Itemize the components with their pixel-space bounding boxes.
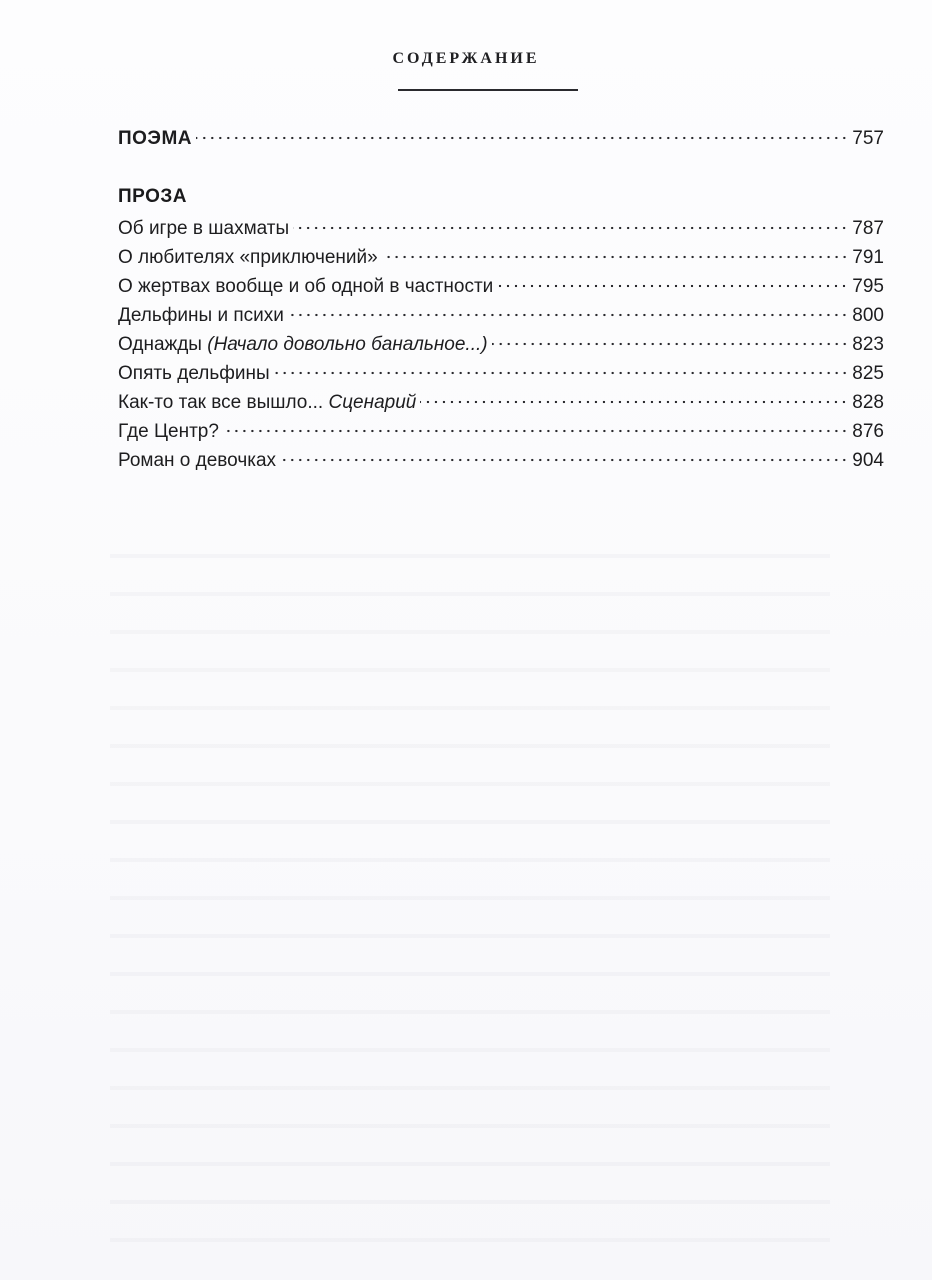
toc-entry-title: О жертвах вообще и об одной в частности <box>118 276 494 297</box>
toc-page-number: 828 <box>852 392 884 413</box>
toc-page-number: 876 <box>852 421 884 442</box>
toc-entry-title: Однажды (Начало довольно банальное...) <box>118 334 488 355</box>
toc-entry-title: Где Центр? <box>118 421 219 442</box>
dot-leader <box>293 226 848 230</box>
bleed-through-texture <box>110 520 830 1260</box>
dot-leader <box>497 284 848 288</box>
dot-leader <box>196 136 848 140</box>
dot-leader <box>274 371 849 375</box>
dot-leader <box>420 400 848 404</box>
page-title: СОДЕРЖАНИЕ <box>392 50 540 67</box>
toc-entry-title: Роман о девочках <box>118 450 277 471</box>
toc-row[interactable] <box>118 276 884 298</box>
toc-row[interactable] <box>118 392 884 414</box>
toc-row-poema[interactable] <box>118 128 884 150</box>
toc-page-number: 757 <box>852 128 884 149</box>
page-header <box>0 50 932 68</box>
section-heading-proza: ПРОЗА <box>118 186 187 207</box>
toc-page-number: 791 <box>852 247 884 268</box>
toc-page-number: 904 <box>852 450 884 471</box>
dot-leader <box>280 458 848 462</box>
toc-page-number: 800 <box>852 305 884 326</box>
toc-page-number: 787 <box>852 218 884 239</box>
toc-entry-title: Дельфины и психи <box>118 305 284 326</box>
toc-row[interactable] <box>118 421 884 443</box>
title-underline <box>398 89 578 91</box>
toc-row[interactable] <box>118 450 884 472</box>
toc-entry-title: Как-то так все вышло... Сценарий <box>118 392 417 413</box>
dot-leader <box>492 342 849 346</box>
toc-entry-title: ПОЭМА <box>118 128 193 149</box>
toc-entry-title: О любителях «приключений» <box>118 247 378 268</box>
toc-page-number: 795 <box>852 276 884 297</box>
dot-leader <box>382 255 849 259</box>
toc-row[interactable] <box>118 218 884 240</box>
toc-page-number: 823 <box>852 334 884 355</box>
toc-entry-title: Об игре в шахматы <box>118 218 290 239</box>
toc-row[interactable] <box>118 363 884 385</box>
toc-page-number: 825 <box>852 363 884 384</box>
dot-leader <box>288 313 848 317</box>
toc-row[interactable] <box>118 334 884 356</box>
toc-row[interactable] <box>118 305 884 327</box>
dot-leader <box>223 429 848 433</box>
toc-row[interactable] <box>118 247 884 269</box>
toc-entry-title: Опять дельфины <box>118 363 270 384</box>
